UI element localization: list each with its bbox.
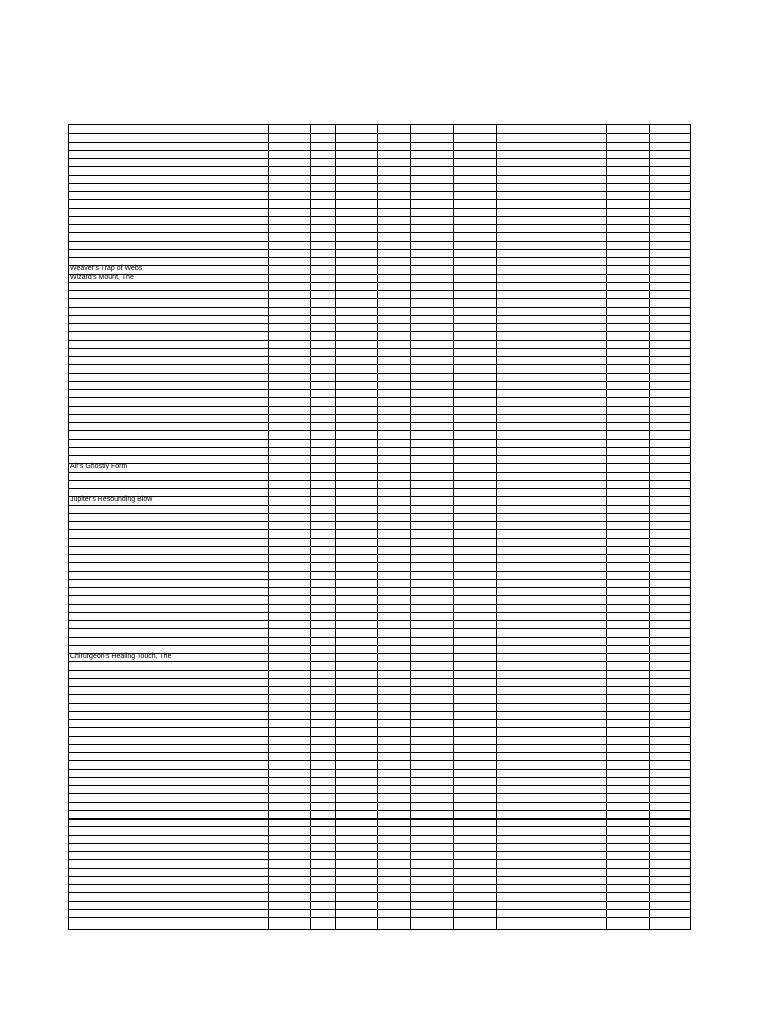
table-row xyxy=(69,307,690,308)
table-row xyxy=(69,826,690,827)
table-row xyxy=(69,158,690,159)
table-row xyxy=(69,620,690,621)
table-row xyxy=(69,711,690,712)
table-row xyxy=(69,884,690,885)
table-row xyxy=(69,876,690,877)
table-row xyxy=(69,381,690,382)
table-row xyxy=(69,348,690,349)
table-row xyxy=(69,802,690,803)
table-row xyxy=(69,298,690,299)
table-row xyxy=(69,439,690,440)
table-row xyxy=(69,628,690,629)
table-row xyxy=(69,150,690,151)
table-row xyxy=(69,901,690,902)
table-row xyxy=(69,810,690,811)
table-row xyxy=(69,843,690,844)
table-row xyxy=(69,224,690,225)
table-row xyxy=(69,604,690,605)
table-row xyxy=(69,340,690,341)
column-divider xyxy=(649,125,650,929)
table-row xyxy=(69,538,690,539)
table-row xyxy=(69,612,690,613)
table-row xyxy=(69,703,690,704)
table-row xyxy=(69,529,690,530)
row-label: Wizard's Mount, The xyxy=(70,274,134,281)
table-row xyxy=(69,430,690,431)
table-row xyxy=(69,463,690,464)
table-row xyxy=(69,793,690,794)
table-row xyxy=(69,546,690,547)
table-row xyxy=(69,183,690,184)
table-row xyxy=(69,274,690,275)
table-row xyxy=(69,736,690,737)
column-divider xyxy=(377,125,378,929)
table-row xyxy=(69,315,690,316)
table-row xyxy=(69,133,690,134)
row-label: Chirurgeon's Healing Touch, The xyxy=(70,653,172,660)
table-row xyxy=(69,694,690,695)
table-row xyxy=(69,397,690,398)
table-row xyxy=(69,818,690,820)
table-row xyxy=(69,323,690,324)
table-row xyxy=(69,373,690,374)
spreadsheet-grid xyxy=(68,124,691,930)
table-row xyxy=(69,447,690,448)
table-row xyxy=(69,562,690,563)
table-row xyxy=(69,496,690,497)
table-row xyxy=(69,241,690,242)
column-divider xyxy=(496,125,497,929)
table-row xyxy=(69,282,690,283)
table-row xyxy=(69,216,690,217)
table-row xyxy=(69,142,690,143)
table-row xyxy=(69,835,690,836)
table-row xyxy=(69,637,690,638)
table-row xyxy=(69,851,690,852)
table-row xyxy=(69,249,690,250)
row-label: Weaver's Trap of Webs xyxy=(70,265,143,272)
table-row xyxy=(69,892,690,893)
table-row xyxy=(69,480,690,481)
table-row xyxy=(69,175,690,176)
table-row xyxy=(69,752,690,753)
column-divider xyxy=(606,125,607,929)
table-row xyxy=(69,719,690,720)
table-row xyxy=(69,455,690,456)
table-row xyxy=(69,290,690,291)
table-row xyxy=(69,472,690,473)
column-divider xyxy=(453,125,454,929)
table-row xyxy=(69,505,690,506)
row-label: Jupiter's Resounding Blow xyxy=(70,496,153,503)
column-divider xyxy=(268,125,269,929)
table-row xyxy=(69,554,690,555)
table-row xyxy=(69,744,690,745)
table-row xyxy=(69,760,690,761)
table-row xyxy=(69,645,690,646)
table-row xyxy=(69,199,690,200)
table-row xyxy=(69,587,690,588)
table-row xyxy=(69,686,690,687)
table-row xyxy=(69,917,690,918)
table-row xyxy=(69,513,690,514)
table-row xyxy=(69,785,690,786)
table-row xyxy=(69,678,690,679)
column-divider xyxy=(335,125,336,929)
table-row xyxy=(69,364,690,365)
table-row xyxy=(69,595,690,596)
table-row xyxy=(69,868,690,869)
table-row xyxy=(69,521,690,522)
column-divider xyxy=(410,125,411,929)
table-row xyxy=(69,414,690,415)
table-row xyxy=(69,859,690,860)
table-row xyxy=(69,265,690,266)
table-row xyxy=(69,777,690,778)
table-row xyxy=(69,579,690,580)
table-row xyxy=(69,670,690,671)
table-row xyxy=(69,488,690,489)
table-row xyxy=(69,257,690,258)
table-row xyxy=(69,571,690,572)
table-row xyxy=(69,406,690,407)
table-row xyxy=(69,232,690,233)
row-label: Air's Ghostly Form xyxy=(70,463,128,470)
table-row xyxy=(69,166,690,167)
table-row xyxy=(69,727,690,728)
column-divider xyxy=(310,125,311,929)
table-row xyxy=(69,356,690,357)
table-row xyxy=(69,331,690,332)
table-row xyxy=(69,208,690,209)
table-row xyxy=(69,769,690,770)
table-row xyxy=(69,389,690,390)
table-row xyxy=(69,661,690,662)
table-row xyxy=(69,909,690,910)
table-row xyxy=(69,191,690,192)
table-row xyxy=(69,422,690,423)
